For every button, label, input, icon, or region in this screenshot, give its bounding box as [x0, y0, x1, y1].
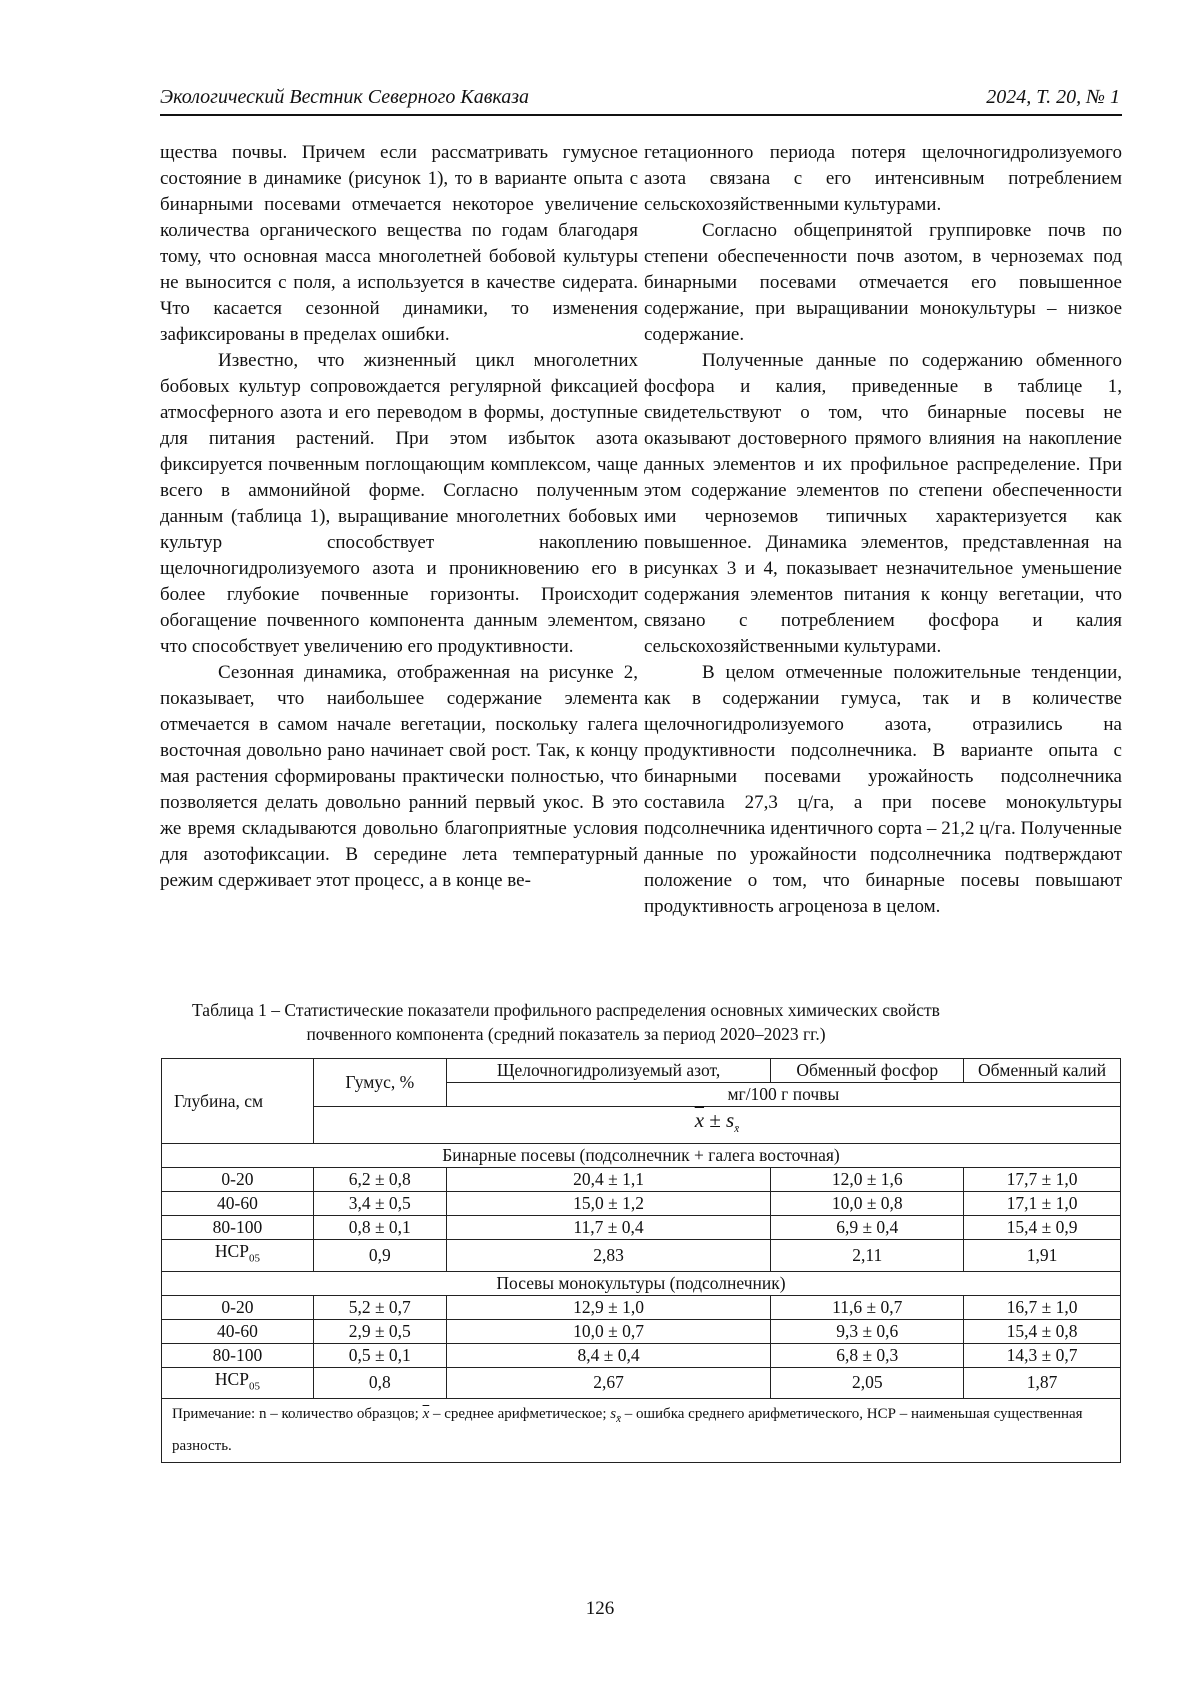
note-mean-symbol: $\overline{x}$	[422, 1406, 430, 1422]
cell-potassium: 1,87	[964, 1367, 1121, 1399]
cell-phosphorus: 2,05	[771, 1367, 964, 1399]
journal-title: Экологический Вестник Северного Кавказа	[160, 86, 530, 108]
table-row	[162, 1295, 1121, 1319]
cell-humus: 2,9 ± 0,5	[313, 1319, 446, 1343]
page-number: 126	[585, 1598, 615, 1619]
cell-phosphorus: 11,6 ± 0,7	[771, 1295, 964, 1319]
paragraph: Известно, что жизненный цикл многолетних бобовых культур сопровождается регулярной фиксацией атмосферного азота и его переводом в формы, доступные для питания растений. При этом избыток азота фиксируется почвенным поглощающим комплексом, чаще всего в аммонийной форме. Согласно полученным данным (таблица 1), выращивание многолетних бобовых культур способствует накоплению щелочногидролизуемого азота и проникновению его в более глубокие почвенные горизонты. Происходит обогащение почвенного компонента данным элементом, что способствует увеличению его продуктивности.	[160, 350, 638, 657]
cell-humus: 0,5 ± 0,1	[313, 1343, 446, 1367]
cell-potassium: 17,7 ± 1,0	[964, 1168, 1121, 1192]
header-rule	[160, 114, 1122, 116]
table-row	[162, 1343, 1121, 1367]
lsd-label: НСР	[214, 1241, 249, 1261]
cell-phosphorus: 12,0 ± 1,6	[771, 1168, 964, 1192]
table-row	[162, 1319, 1121, 1343]
cell-potassium: 14,3 ± 0,7	[964, 1343, 1121, 1367]
cell-humus: 3,4 ± 0,5	[313, 1192, 446, 1216]
cell-phosphorus: 6,9 ± 0,4	[771, 1216, 964, 1240]
cell-nitrogen: 11,7 ± 0,4	[446, 1216, 771, 1240]
header-depth: Глубина, см	[162, 1059, 314, 1144]
table-caption-line: Таблица 1 – Статистические показатели профильного распределения основных химических свойств	[192, 1000, 940, 1020]
subscript: x̄	[734, 1123, 740, 1136]
cell-nitrogen: 15,0 ± 1,2	[446, 1192, 771, 1216]
lsd-row	[162, 1367, 1121, 1399]
cell-nitrogen: 10,0 ± 0,7	[446, 1319, 771, 1343]
group-row	[162, 1271, 1121, 1295]
header-nitrogen: Щелочногидролизуемый азот,	[446, 1059, 771, 1083]
right-column	[644, 140, 1122, 920]
cell-depth: 40-60	[162, 1319, 314, 1343]
data-table	[161, 1058, 1121, 1463]
lsd-row	[162, 1240, 1121, 1272]
cell-lsd-label	[162, 1367, 314, 1399]
header-humus: Гумус, %	[313, 1059, 446, 1107]
cell-humus: 6,2 ± 0,8	[313, 1168, 446, 1192]
table-row	[162, 1216, 1121, 1240]
header-unit: мг/100 г почвы	[446, 1083, 1120, 1107]
paragraph: щества почвы. Причем если рассматривать гумусное состояние в динамике (рисунок 1), то в варианте опыта с бинарными посевами отмечается некоторое увеличение количества органического вещества по годам благодаря тому, что основная масса многолетней бобовой культуры не выносится с поля, а используется в качестве сидерата. Что касается сезонной динамики, то изменения зафиксированы в пределах ошибки.	[160, 142, 638, 345]
cell-nitrogen: 8,4 ± 0,4	[446, 1343, 771, 1367]
cell-nitrogen: 20,4 ± 1,1	[446, 1168, 771, 1192]
note-s-symbol: s	[610, 1406, 617, 1422]
cell-phosphorus: 10,0 ± 0,8	[771, 1192, 964, 1216]
table-row	[162, 1168, 1121, 1192]
lsd-subscript: 05	[248, 1252, 260, 1265]
table-caption	[160, 998, 1122, 1046]
plus-minus-s: ± s	[704, 1107, 735, 1132]
group-label-binary: Бинарные посевы (подсолнечник + галега восточная)	[162, 1144, 1121, 1168]
cell-humus: 5,2 ± 0,7	[313, 1295, 446, 1319]
table-caption-line: почвенного компонента (средний показатель за период 2020–2023 гг.)	[306, 1024, 826, 1044]
cell-humus: 0,9	[313, 1240, 446, 1272]
paragraph: Сезонная динамика, отображенная на рисунке 2, показывает, что наибольшее содержание элемента отмечается в самом начале вегетации, поскольку галега восточная довольно рано начинает свой рост. Так, к концу мая растения сформированы практически полностью, что позволяется делать довольно ранний первый укос. В это же время складываются довольно благоприятные условия для азотофиксации. В середине лета температурный режим сдерживает этот процесс, а в конце ве-	[160, 662, 638, 891]
header-statistic	[313, 1107, 1120, 1144]
cell-depth: 80-100	[162, 1343, 314, 1367]
paragraph: Полученные данные по содержанию обменного фосфора и калия, приведенные в таблице 1, свидетельствуют о том, что бинарные посевы не оказывают достоверного прямого влияния на накопление данных элементов и их профильное распределение. При этом содержание элементов по степени обеспеченности ими черноземов типичных характеризуется как повышенное. Динамика элементов, представленная на рисунках 3 и 4, показывает незначительное уменьшение содержания элементов питания к концу вегетации, что связано с потреблением фосфора и калия сельскохозяйственными культурами.	[644, 350, 1122, 657]
paragraph: Согласно общепринятой группировке почв по степени обеспеченности почв азотом, в черноземах под бинарными посевами отмечается его повышенное содержание, при выращивании монокультуры – низкое содержание.	[644, 220, 1122, 345]
note-subscript: x̄	[616, 1413, 621, 1425]
header-potassium: Обменный калий	[964, 1059, 1121, 1083]
cell-potassium: 15,4 ± 0,8	[964, 1319, 1121, 1343]
cell-lsd-label	[162, 1240, 314, 1272]
lsd-subscript: 05	[248, 1380, 260, 1392]
running-header	[160, 86, 1120, 114]
cell-depth: 0-20	[162, 1168, 314, 1192]
note-row	[162, 1399, 1121, 1463]
note-text: Примечание: n – количество образцов;	[172, 1406, 419, 1422]
cell-nitrogen: 2,67	[446, 1367, 771, 1399]
paragraph: гетационного периода потеря щелочногидролизуемого азота связана с его интенсивным потреблением сельскохозяйственными культурами.	[644, 142, 1122, 215]
cell-phosphorus: 9,3 ± 0,6	[771, 1319, 964, 1343]
cell-phosphorus: 6,8 ± 0,3	[771, 1343, 964, 1367]
note-text: – среднее арифметическое;	[429, 1406, 607, 1422]
mean-symbol: $\overline{x}$	[694, 1107, 705, 1132]
table-row	[162, 1192, 1121, 1216]
left-column	[160, 140, 638, 894]
cell-humus: 0,8 ± 0,1	[313, 1216, 446, 1240]
cell-depth: 0-20	[162, 1295, 314, 1319]
cell-nitrogen: 2,83	[446, 1240, 771, 1272]
cell-humus: 0,8	[313, 1367, 446, 1399]
paragraph: В целом отмеченные положительные тенденции, как в содержании гумуса, так и в количестве щелочногидролизуемого азота, отразились на продуктивности подсолнечника. В варианте опыта с бинарными посевами урожайность подсолнечника составила 27,3 ц/га, а при посеве монокультуры подсолнечника идентичного сорта – 21,2 ц/га. Полученные данные по урожайности подсолнечника подтверждают положение о том, что бинарные посевы повышают продуктивность агроценоза в целом.	[644, 662, 1122, 917]
group-row	[162, 1144, 1121, 1168]
cell-potassium: 16,7 ± 1,0	[964, 1295, 1121, 1319]
lsd-label: НСР	[214, 1368, 249, 1389]
table-header-row	[162, 1059, 1121, 1083]
header-phosphorus: Обменный фосфор	[771, 1059, 964, 1083]
group-label-monoculture: Посевы монокультуры (подсолнечник)	[162, 1271, 1121, 1295]
cell-depth: 80-100	[162, 1216, 314, 1240]
cell-potassium: 17,1 ± 1,0	[964, 1192, 1121, 1216]
cell-nitrogen: 12,9 ± 1,0	[446, 1295, 771, 1319]
note-text: – ошибка среднего арифметического, НСР – наименьшая существенная разность.	[172, 1406, 1083, 1454]
table-note	[162, 1399, 1121, 1463]
cell-depth: 40-60	[162, 1192, 314, 1216]
issue-info: 2024, Т. 20, № 1	[986, 86, 1120, 108]
cell-potassium: 15,4 ± 0,9	[964, 1216, 1121, 1240]
cell-phosphorus: 2,11	[771, 1240, 964, 1272]
cell-potassium: 1,91	[964, 1240, 1121, 1272]
